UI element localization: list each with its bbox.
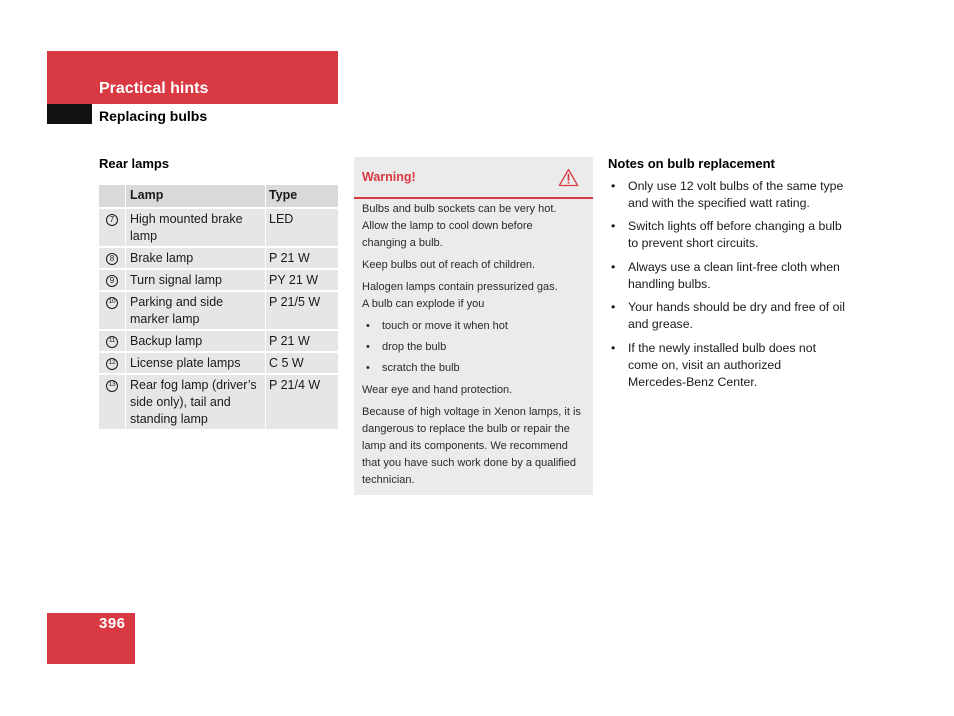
row-number-cell — [99, 375, 125, 429]
lamp-name-line: lamp — [130, 229, 158, 243]
row-number-cell — [99, 209, 125, 246]
circled-number-badge: 13 — [106, 380, 118, 392]
warning-triangle-icon — [558, 168, 579, 187]
warning-text-line: dangerous to replace the bulb or repair the — [362, 423, 570, 435]
lamp-name-cell — [126, 270, 265, 290]
bulb-type-cell: P 21 W — [266, 248, 338, 268]
lamp-name-cell — [126, 331, 265, 351]
note-text-line: • If the newly installed bulb does not — [628, 340, 816, 355]
warning-paragraph — [362, 382, 585, 399]
warning-paragraph — [362, 257, 585, 274]
row-number-cell — [99, 270, 125, 290]
table-row — [99, 353, 338, 373]
circled-number-badge: 7 — [106, 214, 118, 226]
lamp-name-line: Backup lamp — [130, 334, 203, 348]
bulb-type-cell: P 21/5 W — [266, 292, 338, 329]
warning-text-line: Bulbs and bulb sockets can be very hot. — [362, 203, 557, 215]
warning-text-line: Wear eye and hand protection. — [362, 384, 513, 396]
lamp-name-cell — [126, 248, 265, 268]
lamp-name-line: marker lamp — [130, 312, 200, 326]
header-cell-lamp: Lamp — [126, 185, 265, 207]
warning-text-line: technician. — [362, 474, 415, 486]
table-row — [99, 270, 338, 290]
notes-section — [608, 155, 858, 398]
lamp-name-cell — [126, 375, 265, 429]
bulb-type-cell: PY 21 W — [266, 270, 338, 290]
lamp-name-line: Brake lamp — [130, 251, 194, 265]
warning-paragraph — [362, 279, 585, 313]
warning-bullet-list — [362, 318, 585, 377]
lamp-name-cell — [126, 353, 265, 373]
page-number: 396 — [99, 614, 126, 632]
table-row — [99, 248, 338, 268]
row-number-cell — [99, 248, 125, 268]
row-number-cell — [99, 292, 125, 329]
bulb-type-cell: C 5 W — [266, 353, 338, 373]
notes-heading: Notes on bulb replacement — [608, 155, 775, 171]
warning-bullet-item: • scratch the bulb — [362, 360, 585, 377]
note-text-line: • Switch lights off before changing a bulb — [628, 219, 842, 233]
subsection-title: Replacing bulbs — [99, 107, 208, 124]
warning-text-line: changing a bulb. — [362, 237, 443, 249]
table-row — [99, 331, 338, 351]
bulb-type-cell: LED — [266, 209, 338, 246]
warning-title: Warning! — [362, 169, 416, 184]
note-text-line: and grease. — [628, 317, 693, 331]
note-item — [608, 178, 858, 212]
note-text-line: come on, visit an authorized — [628, 357, 782, 372]
header-cell-number — [99, 185, 125, 207]
note-text-line: and with the specified watt rating. — [628, 195, 810, 210]
warning-paragraph — [362, 201, 585, 252]
bulb-type-cell: P 21 W — [266, 331, 338, 351]
warning-header — [354, 157, 593, 197]
warning-box — [354, 157, 593, 495]
lamp-name-cell — [126, 209, 265, 246]
warning-paragraph — [362, 404, 585, 489]
circled-number-badge: 10 — [106, 297, 118, 309]
warning-text-line: that you have such work done by a qualified — [362, 457, 577, 469]
subsection-marker-bar — [47, 104, 92, 124]
warning-text-line: Because of high voltage in Xenon lamps, it is — [362, 406, 581, 418]
warning-text-line: lamp and its components. We recommend — [362, 440, 568, 452]
warning-text-line: A bulb can explode if you — [362, 298, 485, 310]
warning-text-line: Allow the lamp to cool down before — [362, 220, 533, 232]
table-row — [99, 209, 338, 246]
lamp-name-line: High mounted brake — [130, 212, 243, 226]
note-text-line: • Only use 12 volt bulbs of the same type — [628, 178, 844, 193]
circled-number-badge: 12 — [106, 358, 118, 370]
warning-text-line: Keep bulbs out of reach of children. — [362, 259, 536, 271]
note-text-line: • Your hands should be dry and free of oil — [628, 300, 845, 314]
lamp-name-line: Parking and side — [130, 295, 224, 309]
warning-text-line: Halogen lamps contain pressurized gas. — [362, 281, 558, 293]
lamp-name-line: standing lamp — [130, 412, 208, 426]
note-item — [608, 299, 858, 333]
warning-bullet-item: • touch or move it when hot — [362, 318, 585, 335]
lamp-name-line: License plate lamps — [130, 356, 241, 370]
warning-body — [354, 199, 593, 489]
lamp-name-line: Rear fog lamp (driver’s — [130, 378, 257, 392]
note-text-line: to prevent short circuits. — [628, 236, 759, 250]
table-row — [99, 375, 338, 429]
note-item — [608, 340, 858, 391]
warning-bullet-item: • drop the bulb — [362, 339, 585, 356]
header-cell-type: Type — [266, 185, 338, 207]
notes-list — [608, 178, 858, 391]
row-number-cell — [99, 331, 125, 351]
note-item — [608, 259, 858, 293]
circled-number-badge: 9 — [106, 275, 118, 287]
note-text-line: handling bulbs. — [628, 276, 711, 291]
note-item — [608, 218, 858, 252]
circled-number-badge: 11 — [106, 336, 118, 348]
lamp-name-line: Turn signal lamp — [130, 273, 222, 287]
row-number-cell — [99, 353, 125, 373]
lamp-name-cell — [126, 292, 265, 329]
section-title: Practical hints — [99, 80, 209, 97]
bulb-table — [99, 185, 338, 429]
table-header-row — [99, 185, 338, 207]
note-text-line: Mercedes-Benz Center. — [628, 374, 758, 389]
note-text-line: • Always use a clean lint-free cloth when — [628, 259, 840, 274]
lamp-name-line: side only), tail and — [130, 395, 231, 409]
circled-number-badge: 8 — [106, 253, 118, 265]
rear-lamps-heading: Rear lamps — [99, 155, 170, 171]
table-row — [99, 292, 338, 329]
bulb-type-cell: P 21/4 W — [266, 375, 338, 429]
